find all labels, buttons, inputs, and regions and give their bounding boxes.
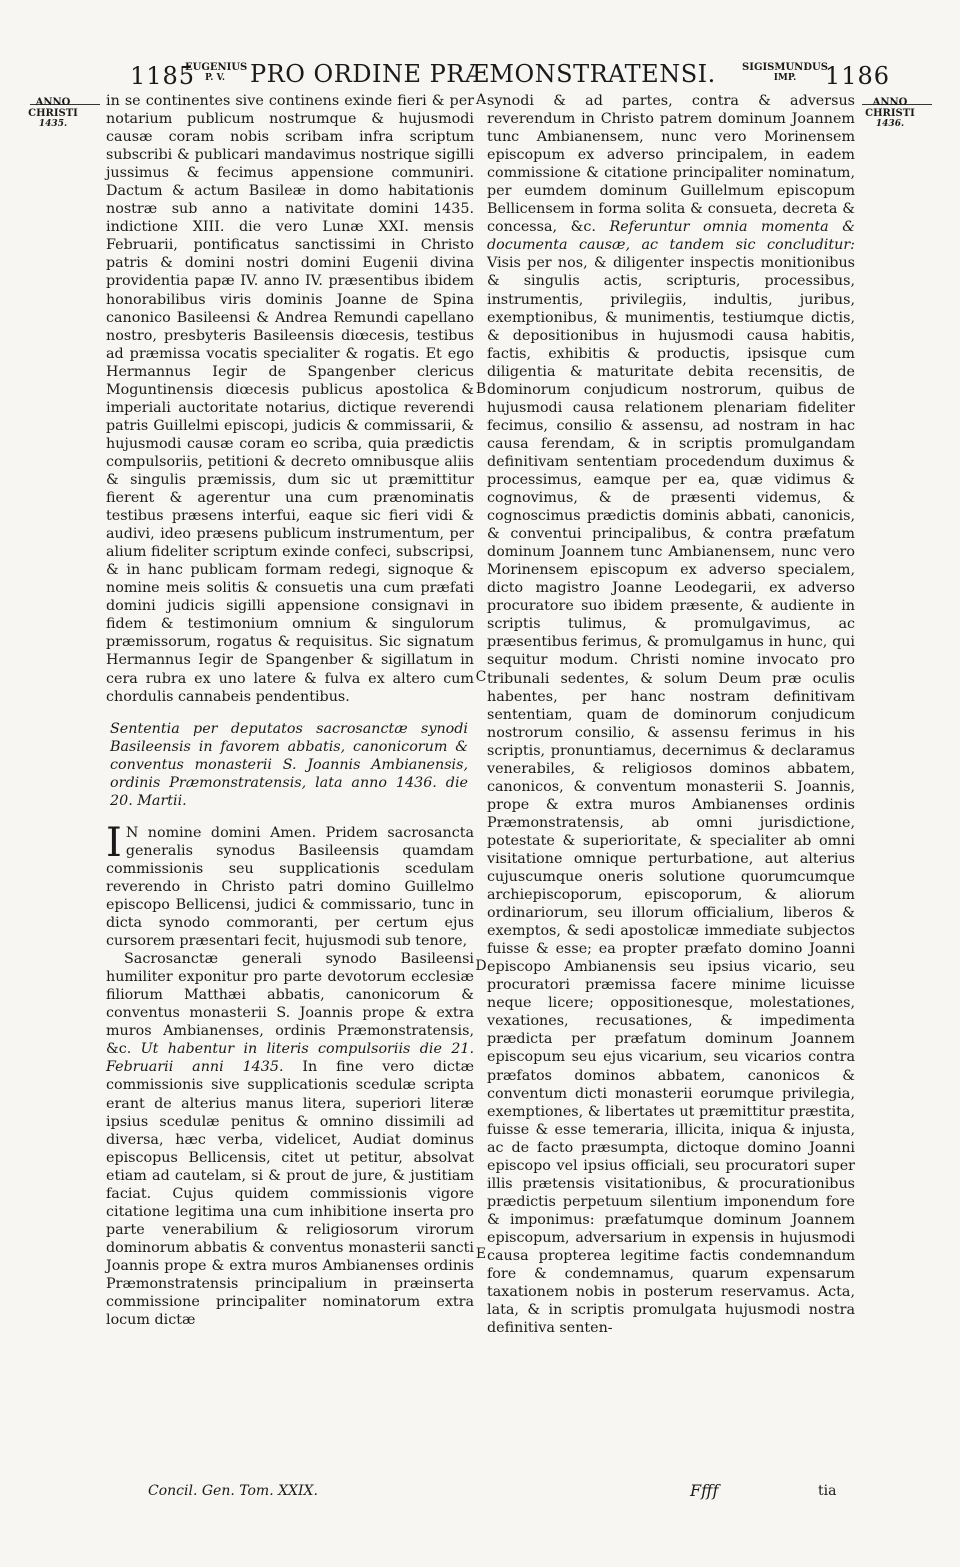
pope-ruler-label: [185, 62, 248, 84]
right-paragraph-1-end: Visis per nos, & diligenter inspectis monitionibus & singulis actis, scripturis, processibus, instrumentis, privilegiis, indultis, juribus, exemptionibus, & munimentis, testiumque dictis, & depositionibus in hujusmodi causa habitis, factis, exhibitis & productis, ipsisque cum diligentia & maturitate debita recensitis, de dominorum conjudicum nostrorum, quibus de hujusmodi causa relationem plenariam fideliter fecimus, consilio & assensu, ad nostram in hac causa ferendam, & in scriptis promulgandam definitivam sententiam procedendum duximus & processimus, eamque per ea, quæ vidimus & cognovimus, & de præsenti videmus, & cognoscimus prædictis dominis abbati, canonicis, & conventui principalibus, & contra præfatum dominum Joannem tunc Ambianensem, nunc vero Morinensem episcopum ex adverso specialem, dicto magistro Joanne Leodegarii, ex adverso procuratore suo ibidem præsente, & audiente in scriptis tulimus, & promulgavimus, ac præsentibus ferimus, & promulgamus in hunc, qui sequitur modum. Christi nomine invocato pro tribunali sedentes, & solum Deum præ oculis habentes, per hanc nostram definitivam sententiam, quam de dominorum conjudicum nostrorum consilio, & assensu ferimus in his scriptis, pronuntiamus, decernimus & declaramus venerabiles, & religiosos dominos abbatem, canonicos, & conventum monasterii S. Joannis, prope & extra muros Ambianenses ordinis Præmonstratensis, ab omni jurisdictione, potestate & superioritate, & specialiter ab omni visitatione omnique perturbatione, aut alterius cujuscumque oneris solutione quorumcumque archiepiscoporum, episcoporum, & aliorum ordinariorum, seu illorum officialium, liberos & exemptos, & sedi apostolicæ immediate subjectos fuisse & esse; ea propter præfato domino Joanni episcopo Ambianensis seu ipsius vicario, seu procuratori præmissa facere minime licuisse neque licere; oppositionesque, molestationes, vexationes, recusationes, & impedimenta prædicta per præfatum dominum Joannem episcopum seu ejus vicarium, seu vicarios contra præfatos dominos abbatem, canonicos & conventum dicti monasterii eorumque privilegia, exemptiones, & libertates ut præmittitur præstita, fuisse & esse temeraria, illicita, iniqua & injusta, ac de facto præsumpta, dictoque domino Joanni episcopo vel ipsius officiali, seu procuratori super illis prætensis visitationibus, & procurationibus prædictis perpetuum silentium imponendum fore & imponimus: præfatumque dominum Joannem episcopum, adversarium in expensis in hujusmodi causa propterea legitime factis condemnandum fore & condemnamus, quarum expensarum taxationem nobis in posterum reservamus. Acta, lata, & in scriptis promulgata hujusmodi nostra definitiva senten-: [487, 255, 855, 1337]
margin-note-year-left: [25, 97, 81, 130]
section-letter-d: D: [475, 958, 487, 974]
section-letter-e: E: [475, 1246, 487, 1262]
margin-year: 1435.: [38, 119, 68, 129]
left-paragraph-2-text: N nomine domini Amen. Pridem sacrosancta generalis synodus Basileensis quamdam commissionis seu supplicationis scedulam reverendo in Christo patri domino Guillelmo episcopo Bellicensi, judici & commissario, tunc in dicta synodo commoranti, per certum ejus cursorem præsentari fecit, hujusmodi sub tenore,: [106, 824, 474, 950]
right-paragraph-1-italic: Referuntur omnia momenta & documenta causæ, ac tandem sic concluditur:: [487, 219, 855, 254]
margin-christi-label: CHRISTI: [865, 108, 915, 119]
left-paragraph-3: [106, 950, 474, 1329]
margin-note-year-right: [862, 97, 918, 130]
section-letter-a: A: [475, 92, 487, 108]
margin-anno-label: ANNO: [872, 97, 908, 108]
sentence-heading: Sententia per deputatos sacrosanctæ synodi Basileensis in favorem abbatis, canonicorum & conventus monasterii S. Joannis Ambianensis, ordinis Præmonstratensis, lata anno 1436. die 20. Martii.: [110, 720, 468, 809]
sentence-heading-block: [106, 720, 474, 810]
page-number-right: 1186: [824, 62, 890, 90]
drop-cap: I: [106, 819, 122, 866]
left-paragraph-3-italic: Ut habentur in literis compulsoriis die 21. Februarii anni 1435.: [106, 1041, 474, 1076]
emperor-ruler-label: [742, 62, 828, 84]
left-paragraph-1: in se continentes sive continens exinde fieri & per notarium publicum nostrumque & hujusmodi causæ coram nobis scribam infra scriptum subscribi & publicari mandavimus nostrique sigilli jussimus & fecimus appensione communiri. Dactum & actum Basileæ in domo habitationis nostræ sub anno a nativitate domini 1435. indictione XIII. die vero Lunæ XXI. mensis Februarii, pontificatus sanctissimi in Christo patris & domini nostri domini Eugenii divina providentia papæ IV. anno IV. præsentibus ibidem honorabilibus viris dominis Joanne de Spina canonico Basileensi & Andrea Remundi capellano nostro, presbyteris Basileensis diœcesis, testibus ad præmissa vocatis specialiter & rogatis. Et ego Hermannus Iegir de Spangenber clericus Moguntinensis diœcesis publicus apostolica & imperiali auctoritate notarius, dictique reverendi patris Guillelmi episcopi, judicis & commissarii, & hujusmodi causæ coram eo scriba, quia prædictis compulsoriis, petitioni & decreto omnibusque aliis & singulis præmissis, dum sic ut præmittitur fierent & agerentur una cum prænominatis testibus præsens interfui, eaque sic fieri vidi & audivi, ideo præsens publicum instrumentum, per alium fideliter scriptum exinde confeci, subscripsi, & in hanc publicam formam redegi, signoque & nomine meis solitis & consuetis una cum præfati domini judicis sigilli appensione consignavi in fidem & testimonium omnium & singulorum præmissorum, rogatus & requisitus. Sic signatum Hermannus Iegir de Spangenber & sigillatum in cera rubra ex uno latere & fulva ex altero cum chordulis cannabeis pendentibus.: [106, 93, 474, 705]
right-paragraph-1-start: synodi & ad partes, contra & adversus reverendum in Christo patrem dominum Joannem tunc Ambianensem, nunc vero Morinensem episcopum ex adverso principalem, in eadem commissione & citatione principaliter nominatum, per eumdem dominum Guillelmum episcopum Bellicensem in forma solita & consueta, decreta & concessa, &c.: [487, 93, 855, 236]
right-column: [487, 92, 855, 1337]
left-column: [106, 92, 474, 1329]
margin-christi-label: CHRISTI: [28, 108, 78, 119]
margin-year: 1436.: [875, 119, 905, 129]
footer-volume-reference: Concil. Gen. Tom. XXIX.: [148, 1483, 318, 1499]
footer-signature-mark: Ffff: [690, 1481, 719, 1500]
page-number-left: 1185: [130, 62, 196, 90]
emperor-title: IMP.: [773, 73, 797, 83]
pope-name: EUGENIUS: [185, 62, 248, 73]
left-paragraph-3-end: In fine vero dictæ commissionis sive supplicationis scedulæ scripta erant de alterius manus litera, superiori literæ ipsius scedulæ penitus & omnino dissimili ad diversa, hæc verba, videlicet, Audiat dominus episcopus Bellicensis, citet ut petitur, absolvat etiam ad cautelam, si & prout de jure, & justitiam faciat. Cujus quidem commissionis vigore citatione legitima una cum inhibitione inserta pro parte venerabilium & religiosorum virorum dominorum abbatis & conventus monasterii sancti Joannis prope & extra muros Ambianenses ordinis Præmonstratensis principalium in præinserta commissione principaliter nominatorum extra locum dictæ: [106, 1059, 475, 1329]
section-letter-c: C: [475, 669, 487, 685]
section-letter-b: B: [475, 381, 487, 397]
page-title: PRO ORDINE PRÆMONSTRATENSI.: [250, 60, 716, 88]
margin-anno-label: ANNO: [35, 97, 71, 108]
left-paragraph-2: [106, 819, 474, 950]
pope-title: P. V.: [204, 73, 226, 83]
right-paragraph-1: [487, 92, 855, 1337]
left-paragraph-3-start: Sacrosanctæ generali synodo Basileensi humiliter exponitur pro parte devotorum ecclesiæ filiorum Matthæi abbatis, canonicorum & conventus monasterii S. Joannis prope & extra muros Ambianenses, ordinis Præmonstratensis, &c.: [106, 951, 474, 1058]
emperor-name: SIGISMUNDUS: [742, 62, 828, 73]
footer-catchword: tia: [818, 1483, 837, 1499]
